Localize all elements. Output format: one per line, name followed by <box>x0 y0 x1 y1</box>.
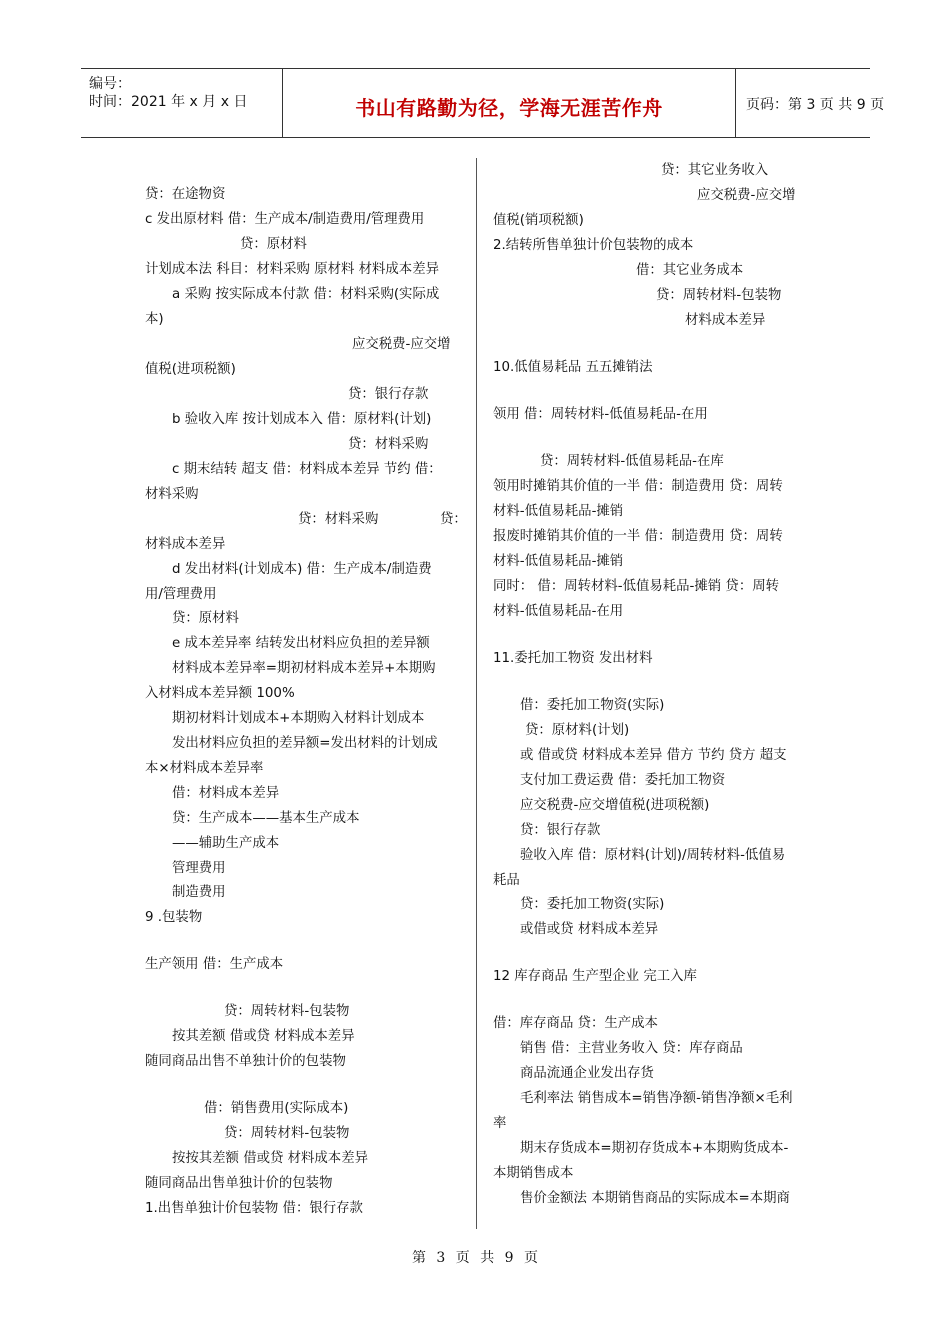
page-code: 页码：第 3 页 共 9 页 <box>746 97 885 113</box>
text-line: 领用时摊销其价值的一半 借：制造费用 贷：周转 <box>493 479 783 494</box>
text-line: 材料-低值易耗品-在用 <box>493 604 624 619</box>
text-line: 贷：周转材料-包装物 <box>656 288 782 303</box>
text-line: 贷：周转材料-包装物 <box>224 1004 350 1019</box>
text-line: 材料-低值易耗品-摊销 <box>493 554 624 569</box>
text-line: 借：其它业务成本 <box>636 263 744 278</box>
text-line: 应交税费-应交增 <box>352 337 451 352</box>
text-line: 耗品 <box>493 873 520 888</box>
text-line: a 采购 按实际成本付款 借：材料采购(实际成 <box>172 287 440 302</box>
text-line: 本期销售成本 <box>493 1166 574 1181</box>
text-line: 贷：在途物资 <box>145 187 226 202</box>
text-line: 贷：周转材料-包装物 <box>224 1126 350 1141</box>
text-line: 验收入库 借：原材料(计划)/周转材料-低值易 <box>520 848 786 863</box>
text-line: 贷： <box>440 512 467 527</box>
text-line: 随同商品出售单独计价的包装物 <box>145 1176 333 1191</box>
header-info-cell <box>81 69 282 137</box>
text-line: 11.委托加工物资 发出材料 <box>493 651 653 666</box>
text-line: 发出材料应负担的差异额=发出材料的计划成 <box>172 736 438 751</box>
date-line: 时间：2021 年 x 月 x 日 <box>89 94 248 110</box>
text-line: 按按其差额 借或贷 材料成本差异 <box>172 1151 368 1166</box>
text-line: 12 库存商品 生产型企业 完工入库 <box>493 969 697 984</box>
text-line: 计划成本法 科目：材料采购 原材料 材料成本差异 <box>145 262 439 277</box>
column-divider <box>476 158 477 1229</box>
text-line: 借：材料成本差异 <box>172 786 280 801</box>
text-line: 期初材料计划成本+本期购入材料计划成本 <box>172 711 425 726</box>
text-line: 或 借或贷 材料成本差异 借方 节约 贷方 超支 <box>520 748 787 763</box>
text-line: 贷：委托加工物资(实际) <box>520 897 665 912</box>
header-page-cell <box>734 69 885 137</box>
text-line: 9 .包装物 <box>145 910 203 925</box>
text-line: c 发出原材料 借：生产成本/制造费用/管理费用 <box>145 212 425 227</box>
text-line: 借：库存商品 贷：生产成本 <box>493 1016 658 1031</box>
text-line: 借：委托加工物资(实际) <box>520 698 665 713</box>
text-line: 10.低值易耗品 五五摊销法 <box>493 360 653 375</box>
text-line: 应交税费-应交增 <box>697 188 796 203</box>
text-line: 贷：其它业务收入 <box>661 163 769 178</box>
page-header <box>81 68 885 138</box>
text-line: 报废时摊销其价值的一半 借：制造费用 贷：周转 <box>493 529 783 544</box>
text-line: 应交税费-应交增值税(进项税额) <box>520 798 710 813</box>
text-line: 商品流通企业发出存货 <box>520 1066 654 1081</box>
text-line: 或借或贷 材料成本差异 <box>520 922 659 937</box>
text-line: c 期末结转 超支 借：材料成本差异 节约 借： <box>172 462 442 477</box>
text-line: 材料成本差异 <box>145 537 226 552</box>
text-line: 销售 借：主营业务收入 贷：库存商品 <box>520 1041 743 1056</box>
text-line: 同时： 借：周转材料-低值易耗品-摊销 贷：周转 <box>493 579 779 594</box>
text-line: 材料成本差异率=期初材料成本差异+本期购 <box>172 661 436 676</box>
text-line: 贷：原材料 <box>240 237 307 252</box>
text-line: 期末存货成本=期初存货成本+本期购货成本- <box>520 1141 789 1156</box>
text-line: 贷：原材料(计划) <box>525 723 630 738</box>
text-line: 贷：原材料 <box>172 611 239 626</box>
text-line: 本×材料成本差异率 <box>145 761 264 776</box>
text-line: 贷：银行存款 <box>348 387 429 402</box>
text-line: 借：销售费用(实际成本) <box>204 1101 349 1116</box>
text-line: 贷：生产成本——基本生产成本 <box>172 811 360 826</box>
number-label: 编号： <box>89 76 131 92</box>
text-line: 制造费用 <box>172 885 226 900</box>
text-line: 率 <box>493 1116 507 1131</box>
text-line: 贷：材料采购 <box>298 512 379 527</box>
text-line: 值税(销项税额) <box>493 213 584 228</box>
text-line: 本) <box>145 312 164 327</box>
text-line: 贷：银行存款 <box>520 823 601 838</box>
text-line: 随同商品出售不单独计价的包装物 <box>145 1054 346 1069</box>
text-line: ——辅助生产成本 <box>172 836 280 851</box>
text-line: 贷：材料采购 <box>348 437 429 452</box>
text-line: 生产领用 借：生产成本 <box>145 957 284 972</box>
text-line: e 成本差异率 结转发出材料应负担的差异额 <box>172 636 430 651</box>
text-line: 管理费用 <box>172 861 226 876</box>
text-line: 领用 借：周转材料-低值易耗品-在用 <box>493 407 708 422</box>
page-footer: 第 3 页 共 9 页 <box>411 1250 539 1266</box>
text-line: 1.出售单独计价包装物 借：银行存款 <box>145 1201 363 1216</box>
text-line: 材料采购 <box>145 487 199 502</box>
motto: 书山有路勤为径，学海无涯苦作舟 <box>355 96 663 120</box>
text-line: 用/管理费用 <box>145 587 217 602</box>
text-line: d 发出材料(计划成本) 借：生产成本/制造费 <box>172 562 432 577</box>
text-line: 售价金额法 本期销售商品的实际成本=本期商 <box>520 1191 790 1206</box>
text-line: 值税(进项税额) <box>145 362 236 377</box>
text-line: 材料-低值易耗品-摊销 <box>493 504 624 519</box>
text-line: 毛利率法 销售成本=销售净额-销售净额×毛利 <box>520 1091 793 1106</box>
text-line: 贷：周转材料-低值易耗品-在库 <box>540 454 724 469</box>
text-line: 支付加工费运费 借：委托加工物资 <box>520 773 726 788</box>
text-line: b 验收入库 按计划成本入 借：原材料(计划) <box>172 412 432 427</box>
text-line: 材料成本差异 <box>685 313 766 328</box>
text-line: 入材料成本差异额 100% <box>145 686 295 701</box>
header-motto-cell <box>282 69 736 137</box>
text-line: 2.结转所售单独计价包装物的成本 <box>493 238 694 253</box>
text-line: 按其差额 借或贷 材料成本差异 <box>172 1029 355 1044</box>
